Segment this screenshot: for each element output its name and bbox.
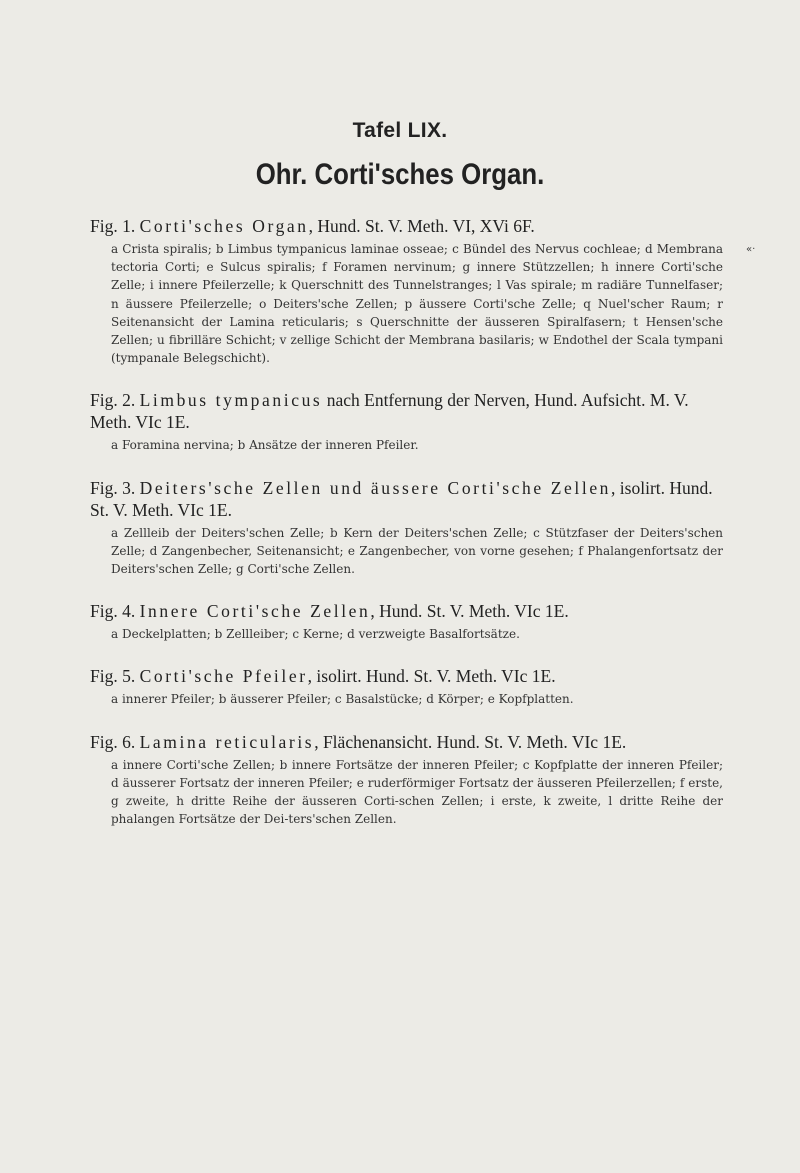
plate-number: Tafel LIX.: [352, 119, 448, 142]
figure-description: a Foramina nervina; b Ansätze der inneren Pfeiler.: [111, 438, 419, 453]
figure-description: a Crista spiralis; b Limbus tympanicus laminae osseae; c Bündel des Nervus cochleae; d Membrana tectoria Corti; e Sulcus spiralis; f Foramen nervinum; g innere Stützzellen; h innere Corti'sche Zelle; i innere Pfeilerzelle; k Querschnitt des Tunnelstranges; l Vas spirale; m radiäre Tunnelfaser; n äussere Pfeilerzelle; o Deiters'sche Zellen; p äussere Corti'sche Zelle; q Nuel'scher Raum; r Seitenansicht der Lamina reticularis; s Querschnitte der äusseren Spiralfasern; t Hensen'sche Zellen; u fibrilläre Schicht; v zellige Schicht der Membrana basilaris; w Endothel der Scala tympani (tympanale Belegschicht).: [111, 242, 723, 366]
figure-label: Fig. 6.: [90, 731, 136, 752]
figure-heading: [90, 215, 723, 237]
figure-heading: [90, 731, 723, 753]
figure-entry-1: [90, 215, 723, 367]
figure-source: , Hund. St. V. Meth. VI, XVi 6F.: [308, 216, 535, 236]
figure-source: , Flächenansicht. Hund. St. V. Meth. VIc 1E.: [314, 731, 627, 752]
figure-description: a innere Corti'sche Zellen; b innere Fortsätze der inneren Pfeiler; c Kopfplatte der inneren Pfeiler; d äusserer Fortsatz der inneren Pfeiler; e ruderförmiger Fortsatz der äusseren Pfeilerzellen; f erste, g zweite, h dritte Reihe der äusseren Corti-schen Zellen; i erste, k zweite, l dritte Reihe der phalangen Fortsätze der Dei-ters'schen Zellen.: [111, 757, 723, 827]
figure-name: Limbus tympanicus: [139, 390, 323, 411]
figure-heading: [90, 477, 723, 521]
figure-source: , isolirt. Hund. St. V. Meth. VIc 1E.: [307, 666, 556, 687]
figure-name: Innere Corti'sche Zellen: [139, 601, 371, 622]
figure-label: Fig. 1.: [90, 216, 136, 236]
figure-name: Lamina reticularis: [139, 731, 315, 752]
figure-source: nach Entfernung der Nerven, Hund. Aufsicht. M. V. Meth. VIc 1E.: [90, 390, 689, 433]
figure-heading: [90, 389, 723, 433]
figure-entry-6: [90, 731, 723, 829]
figure-description: a Zellleib der Deiters'schen Zelle; b Kern der Deiters'schen Zelle; c Stützfaser der Deiters'schen Zelle; d Zangenbecher, Seitenansicht; e Zangenbecher, von vorne gesehen; f Phalangenfortsatz der Deiters'schen Zelle; g Corti'sche Zellen.: [111, 525, 723, 577]
figure-label: Fig. 5.: [90, 666, 136, 687]
figure-source: , isolirt. Hund. St. V. Meth. VIc 1E.: [90, 477, 713, 520]
figure-heading: [90, 600, 723, 622]
figure-label: Fig. 2.: [90, 390, 136, 411]
figure-name: Corti'sche Pfeiler: [139, 666, 308, 687]
figure-legend-list: [90, 215, 723, 850]
figure-source: , Hund. St. V. Meth. VIc 1E.: [370, 601, 569, 622]
page-title: Ohr. Corti'sches Organ.: [255, 158, 545, 191]
figure-label: Fig. 4.: [90, 601, 136, 622]
figure-name: Deiters'sche Zellen und äussere Corti'sche Zellen: [139, 477, 612, 498]
figure-label: Fig. 3.: [90, 477, 136, 498]
margin-mark: «·: [746, 244, 756, 255]
figure-heading: [90, 665, 723, 687]
figure-entry-4: [90, 600, 723, 643]
figure-description: a Deckelplatten; b Zellleiber; c Kerne; d verzweigte Basalfortsätze.: [111, 627, 520, 642]
figure-entry-3: [90, 477, 723, 579]
figure-entry-5: [90, 665, 723, 708]
figure-description: a innerer Pfeiler; b äusserer Pfeiler; c Basalstücke; d Körper; e Kopfplatten.: [111, 692, 574, 707]
figure-entry-2: [90, 389, 723, 454]
figure-name: Corti'sches Organ: [139, 216, 309, 236]
